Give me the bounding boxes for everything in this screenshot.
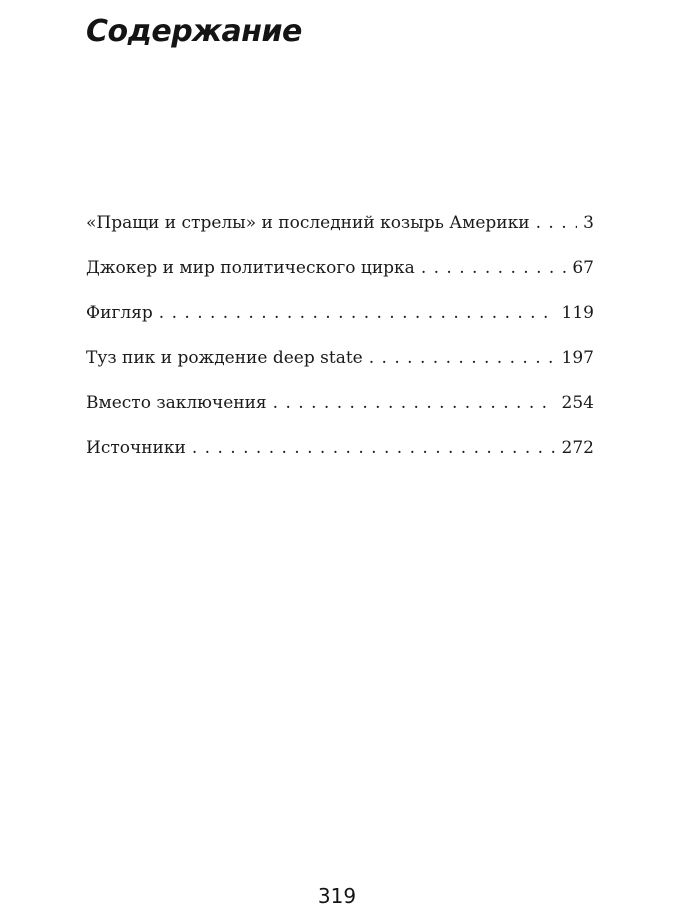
toc-entry-page: 197 <box>561 348 594 368</box>
page-title: Содержание <box>86 14 302 49</box>
toc-entry-page: 119 <box>561 303 594 323</box>
toc-entry[interactable] <box>86 299 594 344</box>
toc-entry[interactable] <box>86 434 594 479</box>
toc-entry-page: 3 <box>583 213 594 233</box>
toc-entry-title: «Пращи и стрелы» и последний козырь Америки <box>86 213 530 233</box>
toc-entry[interactable] <box>86 344 594 389</box>
toc-leader-dots <box>159 299 556 327</box>
toc-entry-page: 272 <box>561 438 594 458</box>
toc-entry-page: 67 <box>572 258 594 278</box>
toc-entry-title: Туз пик и рождение deep state <box>86 348 363 368</box>
toc-entry[interactable] <box>86 389 594 434</box>
page-number: 319 <box>317 884 357 908</box>
table-of-contents <box>86 209 594 479</box>
toc-entry[interactable] <box>86 254 594 299</box>
toc-leader-dots <box>273 389 556 417</box>
toc-leader-dots <box>421 254 567 282</box>
toc-leader-dots <box>369 344 556 372</box>
toc-entry-title: Вместо заключения <box>86 393 267 413</box>
toc-entry-title: Джокер и мир политического цирка <box>86 258 415 278</box>
toc-entry-title: Источники <box>86 438 186 458</box>
toc-entry-page: 254 <box>561 393 594 413</box>
toc-entry[interactable] <box>86 209 594 254</box>
toc-leader-dots <box>536 209 578 237</box>
toc-entry-title: Фигляр <box>86 303 153 323</box>
toc-leader-dots <box>192 434 556 462</box>
